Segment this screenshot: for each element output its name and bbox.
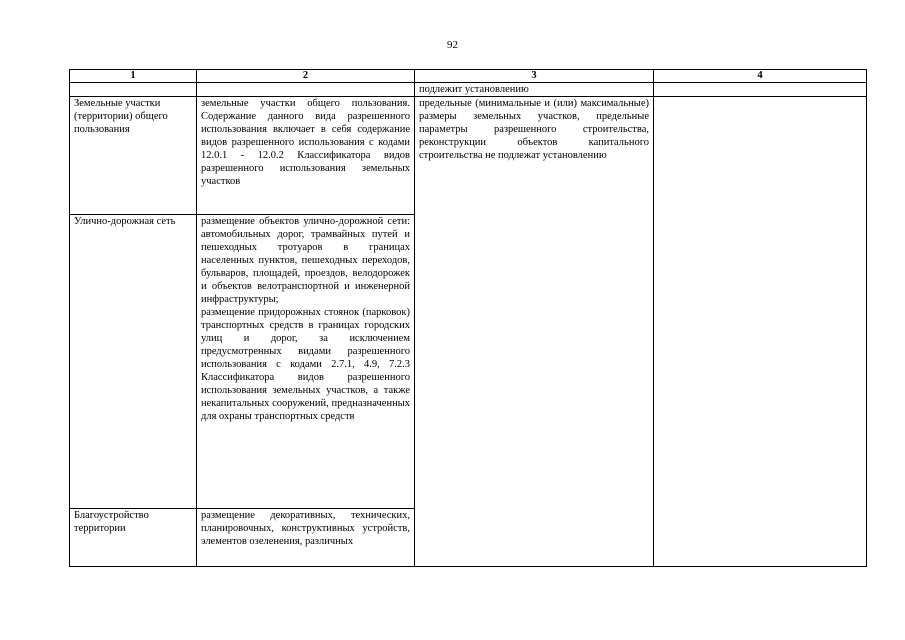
regulations-table <box>69 69 867 567</box>
header-col-3: 3 <box>415 70 654 83</box>
row-description <box>197 215 415 509</box>
merged-parameters-cell: предельные (минимальные и (или) максимальные) размеры земельных участков, предельные параметры разрешенного строительства, реконструкции объектов капитального строительства не подлежат установлению <box>415 97 654 567</box>
page-number: 92 <box>447 39 458 51</box>
continuation-row <box>70 83 867 97</box>
description-part: размещение объектов улично-дорожной сети: автомобильных дорог, трамвайных путей и пешеходных тротуаров в границах населенных пунктов, пешеходных переходов, бульваров, площадей, проездов, велодорожек и объектов велотранспортной и инженерной инфраструктуры; <box>201 216 410 305</box>
continuation-col-2 <box>197 83 415 97</box>
row-description: размещение декоративных, технических, планировочных, конструктивных устройств, элементов озеленения, различных <box>197 509 415 567</box>
row-name: Земельные участки (территории) общего пользования <box>70 97 197 215</box>
table-row <box>70 97 867 215</box>
header-col-4: 4 <box>654 70 867 83</box>
header-col-2: 2 <box>197 70 415 83</box>
header-col-1: 1 <box>70 70 197 83</box>
continuation-col-1 <box>70 83 197 97</box>
merged-col4-cell <box>654 97 867 567</box>
row-description: земельные участки общего пользования. Содержание данного вида разрешенного использования включает в себя содержание видов разрешенного использования с кодами 12.0.1 - 12.0.2 Классификатора видов разрешенного использования земельных участков <box>197 97 415 215</box>
header-row <box>70 70 867 83</box>
description-part: размещение придорожных стоянок (парковок) транспортных средств в границах городских улиц и дорог, за исключением предусмотренных видами разрешенного использования с кодами 2.7.1, 4.9, 7.2.3 Классификатора видов разрешенного использования земельных участков, а также некапитальных сооружений, предназначенных для охраны транспортных средств <box>201 307 410 422</box>
row-name: Улично-дорожная сеть <box>70 215 197 509</box>
continuation-col-3: подлежит установлению <box>415 83 654 97</box>
continuation-col-4 <box>654 83 867 97</box>
row-name: Благоустройство территории <box>70 509 197 567</box>
